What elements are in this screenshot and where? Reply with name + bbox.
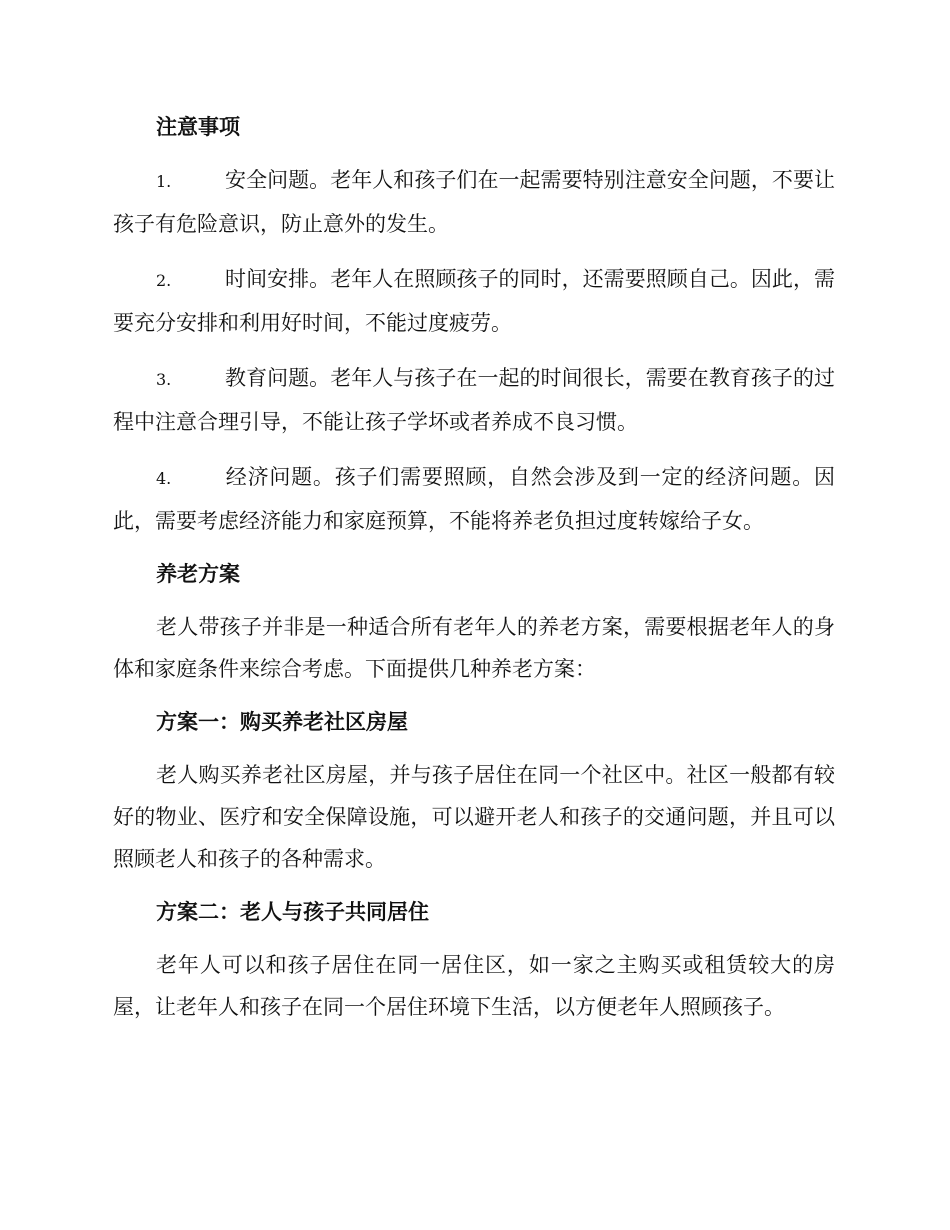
list-item xyxy=(113,456,835,542)
list-number: 1. xyxy=(156,172,172,191)
plan1-paragraph: 老人购买养老社区房屋，并与孩子居住在同一个社区中。社区一般都有较好的物业、医疗和安全保障设施，可以避开老人和孩子的交通问题，并且可以照顾老人和孩子的各种需求。 xyxy=(113,763,835,871)
list-number: 4. xyxy=(156,469,172,488)
list-text: 教育问题。老年人与孩子在一起的时间很长，需要在教育孩子的过程中注意合理引导，不能让孩子学坏或者养成不良习惯。 xyxy=(113,366,835,434)
plan2-paragraph: 老年人可以和孩子居住在同一居住区，如一家之主购买或租赁较大的房屋，让老年人和孩子在同一个居住环境下生活，以方便老年人照顾孩子。 xyxy=(113,953,835,1019)
list-text: 安全问题。老年人和孩子们在一起需要特别注意安全问题，不要让孩子有危险意识，防止意外的发生。 xyxy=(113,168,835,236)
plans-intro-paragraph: 老人带孩子并非是一种适合所有老年人的养老方案，需要根据老年人的身体和家庭条件来综合考虑。下面提供几种养老方案： xyxy=(113,615,835,681)
list-item xyxy=(113,159,835,245)
plan2-heading: 方案二：老人与孩子共同居住 xyxy=(156,900,429,924)
section-heading-notes: 注意事项 xyxy=(156,115,240,139)
list-item xyxy=(113,357,835,443)
list-number: 2. xyxy=(156,271,172,290)
list-number: 3. xyxy=(156,370,172,389)
plan1-heading: 方案一：购买养老社区房屋 xyxy=(156,710,408,734)
list-item xyxy=(113,258,835,344)
list-text: 经济问题。孩子们需要照顾，自然会涉及到一定的经济问题。因此，需要考虑经济能力和家庭预算，不能将养老负担过度转嫁给子女。 xyxy=(113,465,835,533)
list-text: 时间安排。老年人在照顾孩子的同时，还需要照顾自己。因此，需要充分安排和利用好时间，不能过度疲劳。 xyxy=(113,267,835,335)
section-heading-plans: 养老方案 xyxy=(156,562,240,586)
document-body xyxy=(113,108,835,1028)
